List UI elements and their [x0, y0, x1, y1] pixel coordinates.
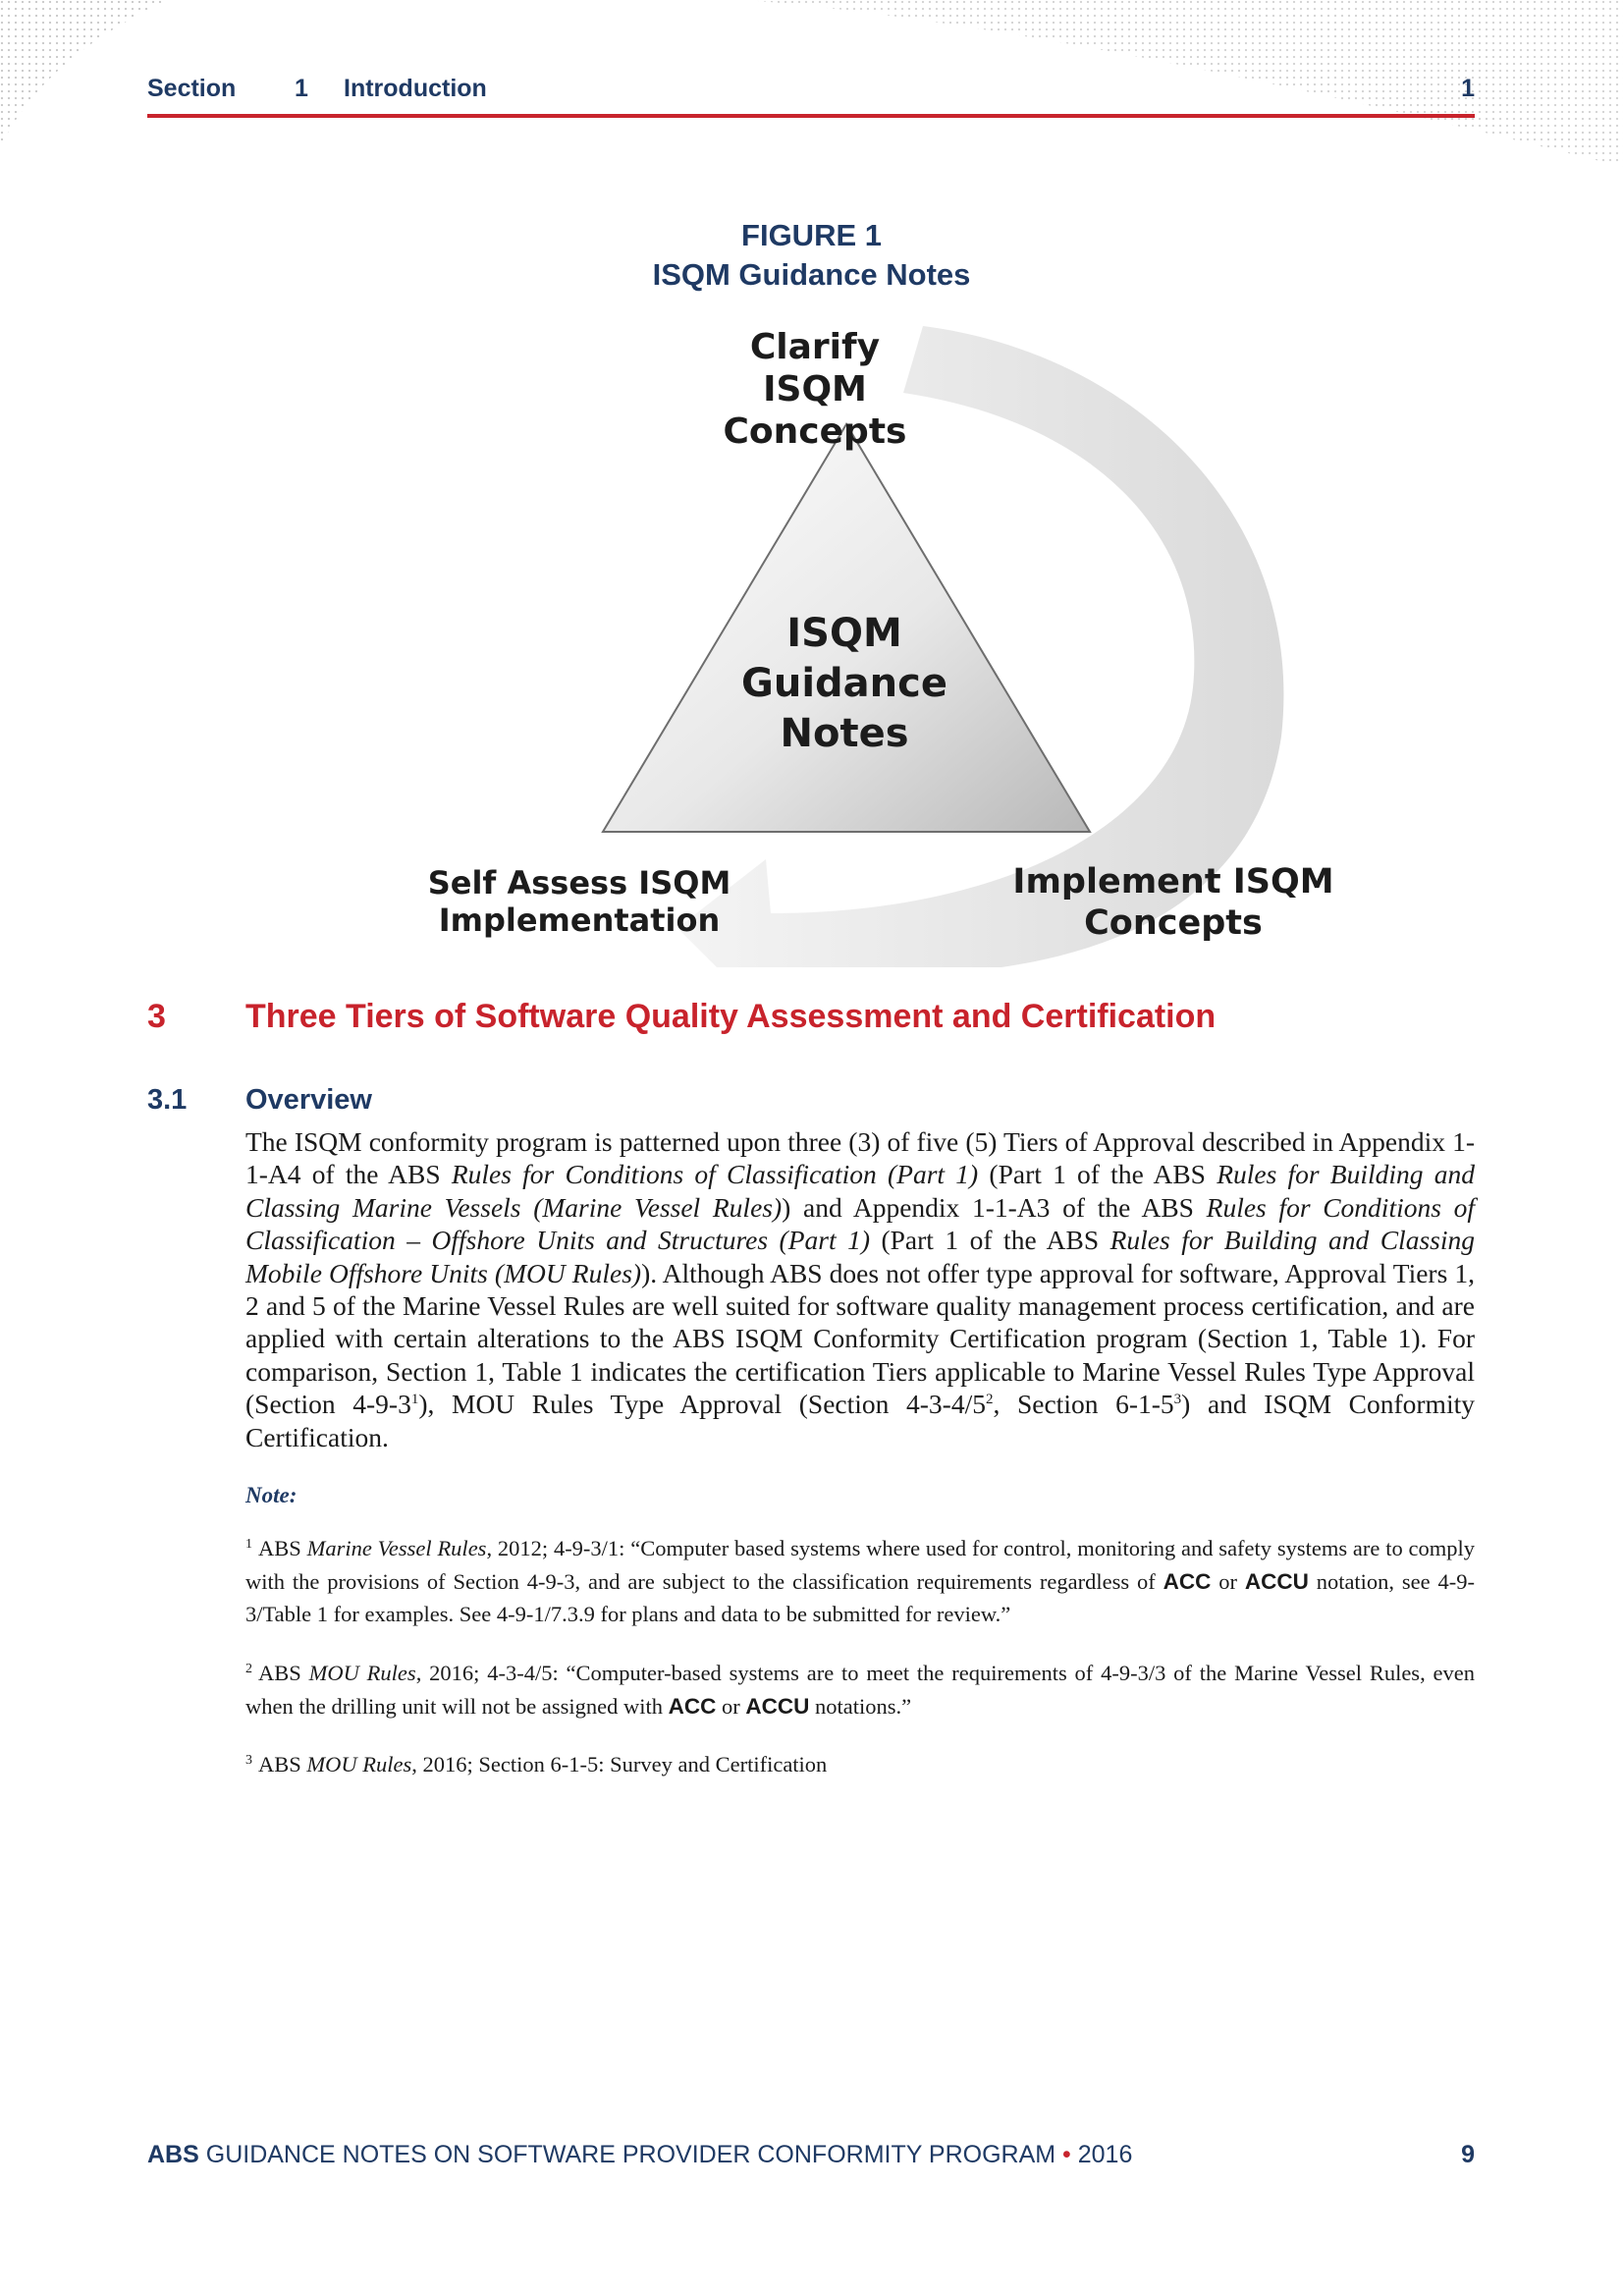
- header-section-title: Introduction: [344, 75, 487, 102]
- label-center-line3: Notes: [780, 710, 909, 756]
- section-3-number: 3: [147, 998, 166, 1035]
- footer-bullet: •: [1062, 2141, 1071, 2168]
- header-section-word: Section: [147, 75, 237, 102]
- note-label: Note:: [245, 1483, 298, 1507]
- header-section-number: 1: [295, 75, 308, 102]
- figure-title: ISQM Guidance Notes: [652, 257, 971, 292]
- figure-number: FIGURE 1: [741, 218, 882, 252]
- label-implement-line2: Concepts: [1084, 903, 1263, 943]
- label-implement-concepts: [1001, 861, 1345, 944]
- label-clarify-line2: Concepts: [723, 411, 907, 453]
- footnote-ref-2: 2: [985, 1392, 994, 1408]
- page-header: [147, 75, 1475, 118]
- page-number: 9: [1461, 2141, 1475, 2168]
- section-3-1-number: 3.1: [147, 1084, 188, 1116]
- isqm-cycle-diagram: [393, 314, 1335, 972]
- footnote-3: $^3$ ABS MOU Rules, 2016; Section 6-1-5: Survey and Certification: [245, 1752, 828, 1777]
- header-section-page: 1: [1461, 75, 1475, 102]
- label-center-line1: ISQM: [786, 611, 902, 656]
- section-3-1-title: Overview: [245, 1084, 372, 1116]
- footer-title: GUIDANCE NOTES ON SOFTWARE PROVIDER CONFORMITY PROGRAM: [198, 2141, 1063, 2168]
- label-center-line2: Guidance: [741, 660, 947, 706]
- page-footer: [147, 2141, 1475, 2169]
- overview-paragraph: The ISQM conformity program is patterned upon three (3) of five (5) Tiers of Approval described in Appendix 1-1-A4 of the ABS Rules for Conditions of Classification (Part 1) (Part 1 of the ABS Rules for Building and Classing Marine Vessels (Marine Vessel Rules)) and Appendix 1-1-A3 of the ABS Rules for Conditions of Classification – Offshore Units and Structures (Part 1) (Part 1 of the ABS Rules for Building and Classing Mobile Offshore Units (MOU Rules)). Although ABS does not offer type approval for software, Approval Tiers 1, 2 and 5 of the Marine Vessel Rules are well suited for software quality management process certification, and are applied with certain alterations to the ABS ISQM Conformity Certification program (Section 1, Table 1). For comparison, Section 1, Table 1 indicates the certification Tiers applicable to Marine Vessel Rules Type Approval (Section $4-9-3^1$), MOU Rules Type Approval (Section $4-3-4/5^2$, Section $6-1-5^3$) and ISQM Conformity Certification.: [245, 1126, 1476, 1452]
- footer-brand: ABS: [147, 2141, 199, 2168]
- footnote-1: $^1$ ABS Marine Vessel Rules, 2012; 4-9-3/1: “Computer based systems where used for control, monitoring and safety systems are to comply with the provisions of Section 4-9-3, and are subject to the classification requirements regardless of ACC or ACCU notation, see 4-9-3/Table 1 for examples. See 4-9-1/7.3.9 for plans and data to be submitted for review.”: [245, 1536, 1476, 1627]
- label-clarify-line1: Clarify ISQM: [749, 327, 881, 410]
- label-clarify-concepts: [707, 326, 923, 454]
- footnote-ref-3: 3: [1173, 1392, 1182, 1408]
- label-isqm-guidance-notes: [727, 609, 962, 758]
- label-implement-line1: Implement ISQM: [1012, 862, 1334, 902]
- footer-year: 2016: [1070, 2141, 1133, 2168]
- footnote-2: $^2$ ABS MOU Rules, 2016; 4-3-4/5: “Computer-based systems are to meet the requirements of 4-9-3/3 of the Marine Vessel Rules, even when the drilling unit will not be assigned with ACC or ACCU notations.”: [245, 1661, 1475, 1719]
- section-3-title: Three Tiers of Software Quality Assessment and Certification: [245, 998, 1217, 1035]
- label-self-assess-line2: Implementation: [438, 902, 721, 940]
- footnote-ref-1: 1: [410, 1392, 419, 1408]
- label-self-assess: [412, 864, 746, 940]
- label-self-assess-line1: Self Assess ISQM: [427, 864, 731, 902]
